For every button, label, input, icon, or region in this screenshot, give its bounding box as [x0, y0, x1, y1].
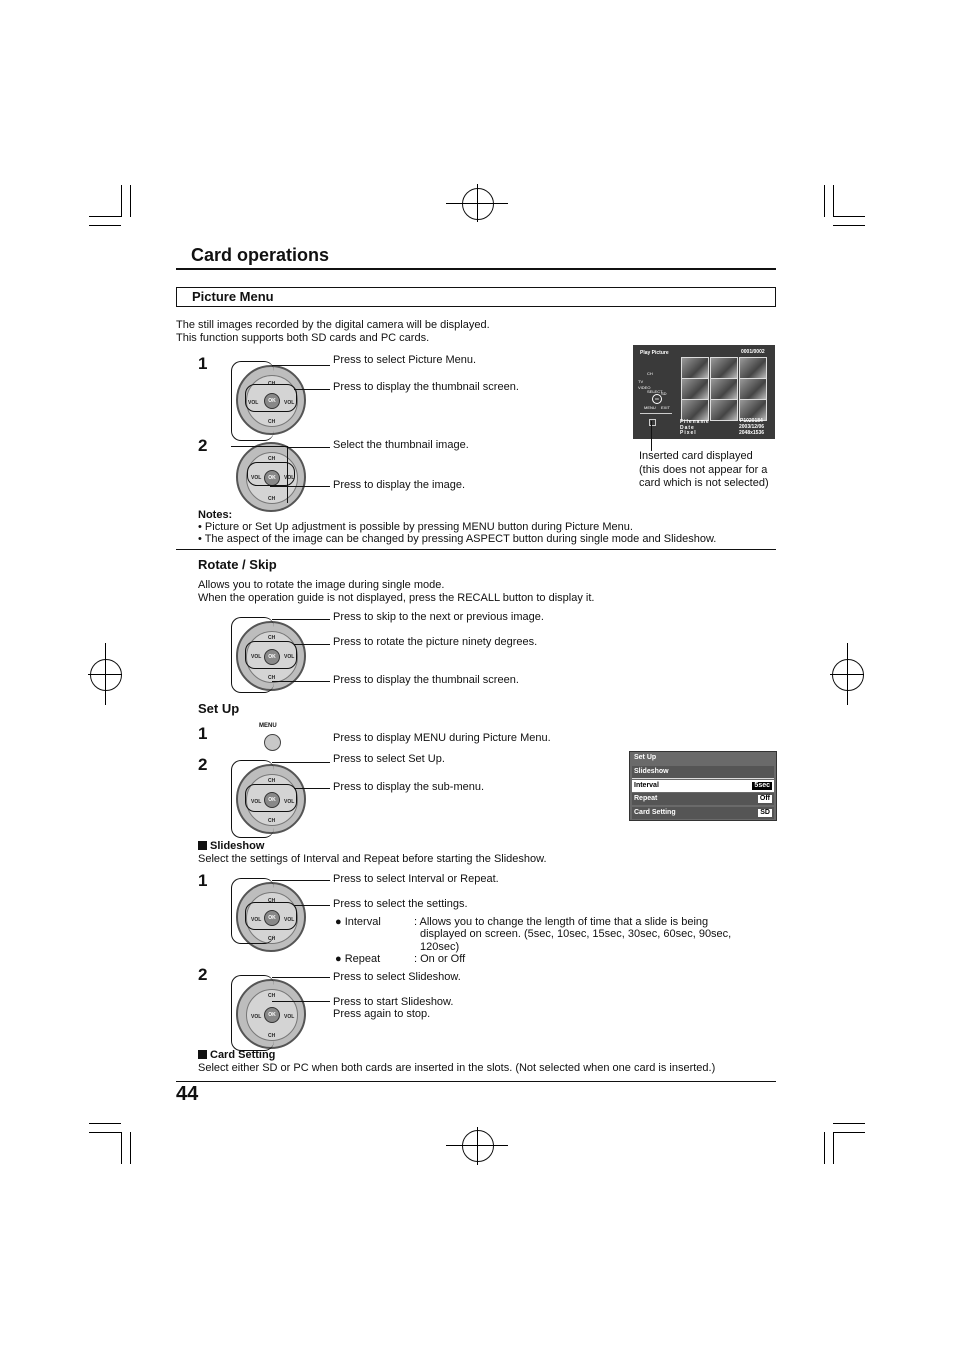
step-number: 1 — [198, 724, 208, 743]
remote-dpad: OK CH CH VOL VOL — [236, 621, 306, 691]
setup-heading: Set Up — [198, 701, 240, 716]
setup-step2-text-a: Press to select Set Up. — [333, 753, 445, 765]
step1-text-b: Press to display the thumbnail screen. — [333, 381, 519, 393]
callout-line-1: Inserted card displayed — [639, 450, 753, 462]
rotate-text-a: Press to skip to the next or previous image. — [333, 611, 544, 623]
slideshow-step2-text-c: Press again to stop. — [333, 1008, 431, 1020]
menu-button — [264, 734, 281, 751]
title-rule — [176, 268, 776, 270]
callout-line-2: (this does not appear for a — [639, 464, 768, 476]
footer-rule — [176, 1081, 776, 1082]
remote-dpad: OK CH CH VOL VOL — [236, 365, 306, 435]
callout-line-3: card which is not selected) — [639, 477, 769, 489]
slideshow-step1-text-b: Press to select the settings. — [333, 898, 468, 910]
note-1: • Picture or Set Up adjustment is possible by pressing MENU button during Picture Menu. — [198, 521, 633, 533]
slideshow-step1-text-a: Press to select Interval or Repeat. — [333, 873, 499, 885]
menu-row-repeat: Repeat Off — [632, 793, 774, 805]
step-number: 2 — [198, 965, 208, 984]
slideshow-step2-text-a: Press to select Slideshow. — [333, 971, 461, 983]
step1-text-a: Press to select Picture Menu. — [333, 354, 477, 366]
notes-title: Notes: — [198, 509, 233, 521]
menu-row-slideshow: Slideshow — [632, 766, 774, 779]
repeat-desc: : On or Off — [414, 953, 466, 965]
page-number: 44 — [176, 1083, 199, 1105]
setup-step2-text-b: Press to display the sub-menu. — [333, 781, 485, 793]
remote-dpad: OK CH CH VOL VOL — [236, 882, 306, 952]
section-divider — [176, 549, 776, 550]
interval-label: ● Interval — [335, 916, 381, 928]
play-picture-screen: Play Picture 0001/0002 CH TV VIDEO SELECT OK SD MENU EXIT Filename Date Pixel P1020184 2003/12/06 2048x1536 — [633, 345, 775, 439]
menu-row-interval: Interval 5sec — [632, 780, 774, 792]
step-number: 1 — [198, 871, 208, 890]
menu-button-label: MENU — [259, 723, 277, 729]
page-title: Card operations — [191, 245, 330, 265]
interval-desc-3: 120sec) — [420, 941, 460, 953]
card-setting-text: Select either SD or PC when both cards are inserted in the slots. (Not selected when one card is inserted.) — [198, 1062, 716, 1074]
remote-dpad: OK CH CH VOL VOL — [236, 764, 306, 834]
slideshow-intro: Select the settings of Interval and Repeat before starting the Slideshow. — [198, 853, 547, 865]
rotate-text-b: Press to rotate the picture ninety degrees. — [333, 636, 538, 648]
slideshow-step2-text-b: Press to start Slideshow. — [333, 996, 454, 1008]
slideshow-heading: Slideshow — [198, 840, 264, 853]
step2-text-b: Press to display the image. — [333, 479, 466, 491]
intro-line-1: The still images recorded by the digital camera will be displayed. — [176, 319, 490, 331]
menu-row-card-setting: Card Setting SD — [632, 807, 774, 819]
intro-line-2: This function supports both SD cards and PC cards. — [176, 332, 430, 344]
rotate-heading: Rotate / Skip — [198, 557, 277, 572]
step-number: 2 — [198, 755, 208, 774]
step2-text-a: Select the thumbnail image. — [333, 439, 469, 451]
setup-menu-screen — [629, 751, 777, 821]
setup-step1-text: Press to display MENU during Picture Menu. — [333, 732, 551, 744]
rotate-text-c: Press to display the thumbnail screen. — [333, 674, 519, 686]
repeat-label: ● Repeat — [335, 953, 381, 965]
interval-desc-2: displayed on screen. (5sec, 10sec, 15sec, 30sec, 60sec, 90sec, — [420, 928, 732, 940]
step-number: 2 — [198, 436, 208, 455]
note-2: • The aspect of the image can be changed by pressing ASPECT button during single mode and Slideshow. — [198, 533, 717, 545]
section-heading-box — [176, 287, 776, 307]
card-setting-heading: Card Setting — [198, 1049, 275, 1062]
setup-menu-title: Set Up — [634, 754, 657, 761]
interval-desc-1: : Allows you to change the length of time that a slide is being — [414, 916, 709, 928]
rotate-intro-2: When the operation guide is not displayed, press the RECALL button to display it. — [198, 592, 595, 604]
picture-menu-heading: Picture Menu — [192, 289, 274, 304]
remote-dpad: OK CH CH VOL VOL — [236, 979, 306, 1049]
rotate-intro-1: Allows you to rotate the image during single mode. — [198, 579, 445, 591]
step-number: 1 — [198, 354, 208, 373]
remote-dpad: OK CH CH VOL VOL — [236, 442, 306, 512]
